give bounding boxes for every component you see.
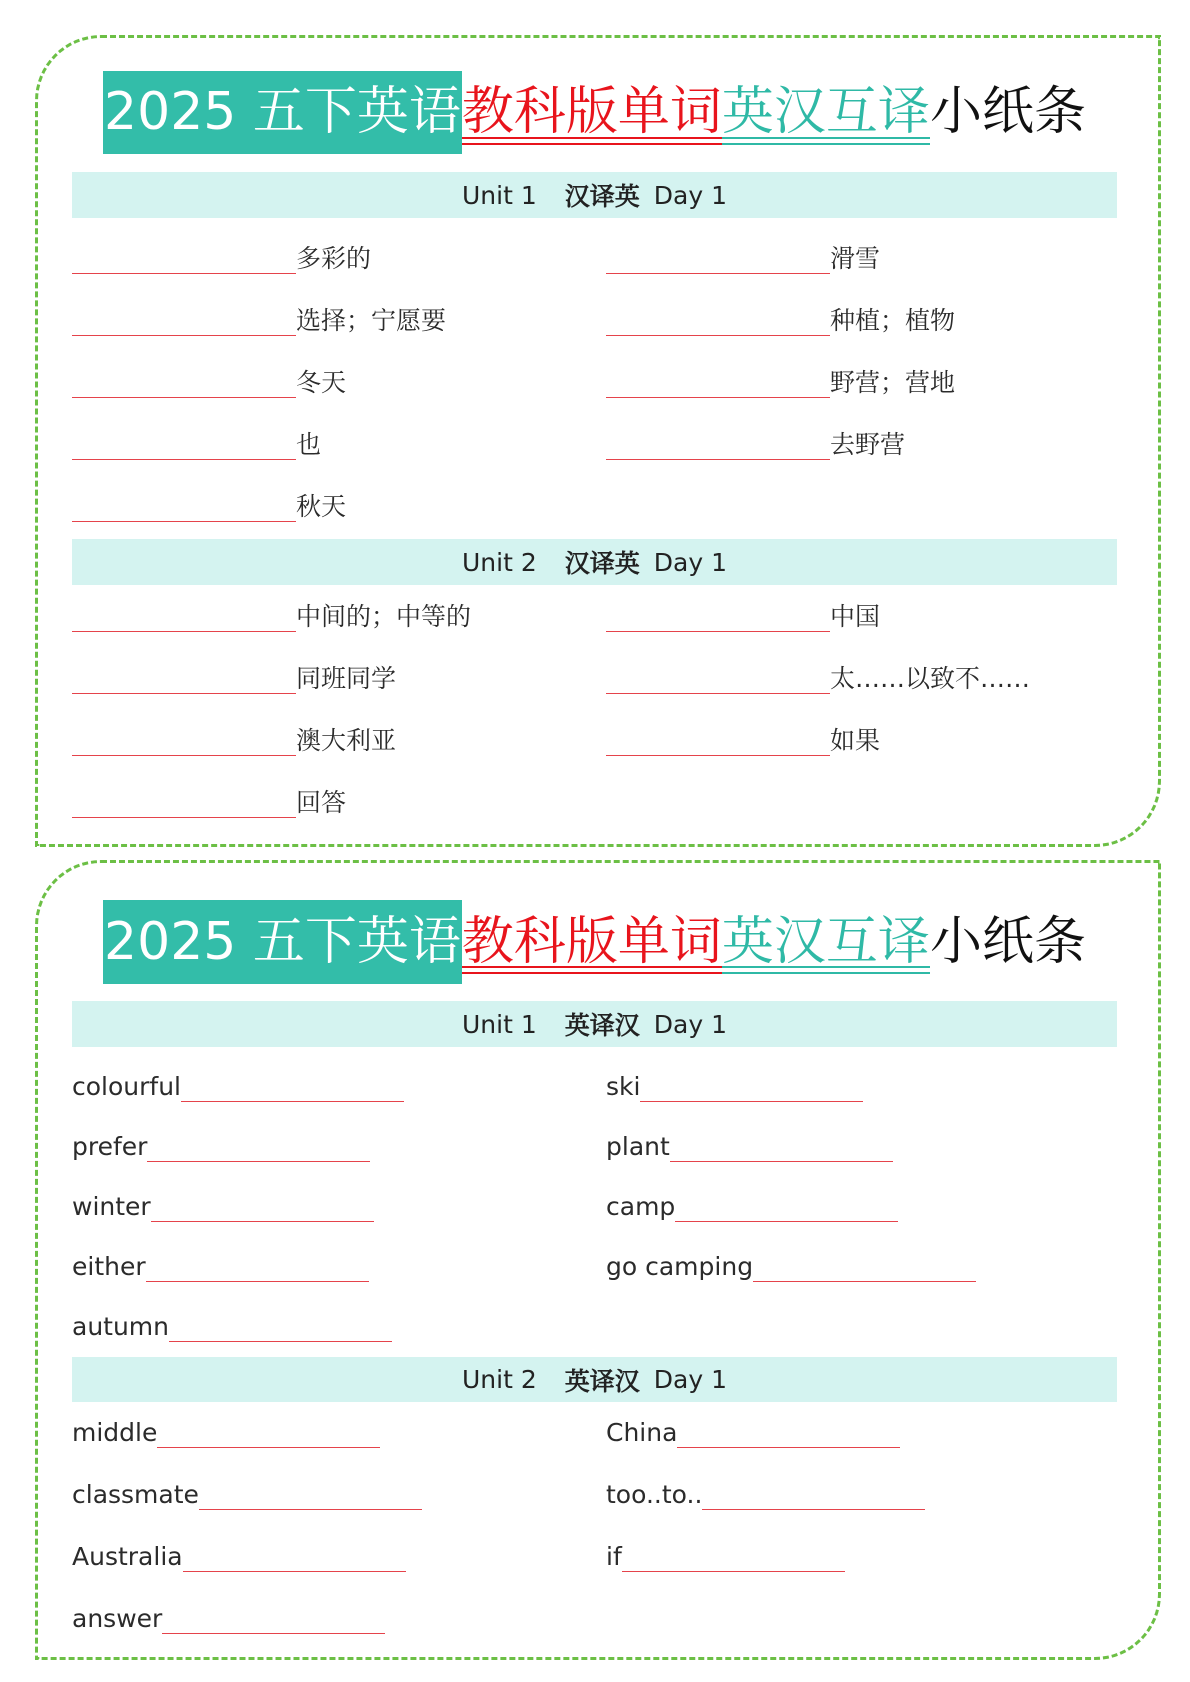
answer-blank — [753, 1281, 976, 1282]
answer-blank — [72, 273, 296, 274]
translation-item — [72, 1048, 606, 1108]
chinese-prompt: 多彩的 — [296, 244, 372, 273]
chinese-prompt: 滑雪 — [830, 244, 881, 273]
english-prompt: prefer — [72, 1132, 148, 1161]
english-prompt: camp — [606, 1192, 676, 1221]
english-prompt: answer — [72, 1604, 163, 1633]
translation-item — [606, 1048, 1117, 1108]
mode-label: 汉译英 — [564, 549, 640, 578]
worksheet-title — [72, 71, 1117, 154]
translation-item — [72, 342, 606, 404]
english-prompt: Australia — [72, 1542, 183, 1571]
answer-blank — [157, 1447, 380, 1448]
english-prompt: ski — [606, 1072, 641, 1101]
title-year-grade: 2025 五下英语 — [103, 71, 462, 154]
translation-item — [72, 1578, 606, 1640]
translation-item — [72, 762, 606, 824]
translation-item — [72, 404, 606, 466]
answer-blank — [606, 335, 830, 336]
answer-blank — [640, 1101, 863, 1102]
english-prompt: colourful — [72, 1072, 181, 1101]
chinese-prompt: 澳大利亚 — [296, 726, 397, 755]
day-label: Day 1 — [653, 1365, 727, 1394]
worksheet-title — [72, 900, 1117, 984]
title-slip: 小纸条 — [929, 82, 1086, 142]
translation-item — [606, 1516, 1117, 1578]
chinese-prompt: 种植；植物 — [830, 306, 956, 335]
chinese-prompt: 回答 — [296, 788, 347, 817]
answer-blank — [147, 1161, 370, 1162]
worksheet-card-cn-to-en — [35, 35, 1161, 847]
translation-item — [606, 700, 1117, 762]
translation-item — [72, 466, 606, 528]
english-prompt: either — [72, 1252, 146, 1281]
answer-blank — [181, 1101, 404, 1102]
chinese-prompt: 秋天 — [296, 492, 347, 521]
chinese-prompt: 选择；宁愿要 — [296, 306, 447, 335]
mode-label: 汉译英 — [564, 182, 640, 211]
english-prompt: too..to.. — [606, 1480, 703, 1509]
answer-blank — [677, 1447, 900, 1448]
english-prompt: middle — [72, 1418, 158, 1447]
answer-blank — [606, 631, 830, 632]
chinese-prompt: 野营；营地 — [830, 368, 956, 397]
answer-blank — [72, 631, 296, 632]
answer-blank — [670, 1161, 893, 1162]
translation-item — [606, 1168, 1117, 1228]
translation-item — [72, 1288, 606, 1348]
translation-item — [606, 1454, 1117, 1516]
translation-item — [606, 1228, 1117, 1288]
translation-item — [606, 404, 1117, 466]
chinese-prompt: 太……以致不…… — [830, 664, 1031, 693]
answer-blank — [606, 397, 830, 398]
translation-item — [72, 1228, 606, 1288]
section-header-unit-2 — [72, 539, 1117, 585]
translation-item — [72, 218, 606, 280]
english-prompt: if — [606, 1542, 622, 1571]
title-translate: 英汉互译 — [722, 900, 930, 984]
answer-blank — [72, 335, 296, 336]
translation-item — [606, 280, 1117, 342]
english-prompt: classmate — [72, 1480, 199, 1509]
chinese-prompt: 冬天 — [296, 368, 347, 397]
word-list-unit-1 — [72, 1048, 1117, 1348]
title-edition-words: 教科版单词 — [462, 71, 722, 154]
answer-blank — [606, 273, 830, 274]
unit-label: Unit 1 — [462, 1009, 537, 1039]
answer-blank — [622, 1571, 845, 1572]
day-label: Day 1 — [653, 547, 727, 577]
chinese-prompt: 如果 — [830, 726, 881, 755]
section-header-unit-1 — [72, 1001, 1117, 1047]
english-prompt: winter — [72, 1192, 151, 1221]
title-slip: 小纸条 — [929, 912, 1086, 972]
unit-label: Unit 2 — [462, 547, 537, 577]
chinese-prompt: 同班同学 — [296, 664, 397, 693]
answer-blank — [606, 459, 830, 460]
translation-item — [606, 638, 1117, 700]
day-label: Day 1 — [653, 1009, 727, 1039]
section-header-unit-2 — [72, 1357, 1117, 1402]
translation-item — [72, 700, 606, 762]
answer-blank — [702, 1509, 925, 1510]
word-list-unit-1 — [72, 218, 1117, 528]
title-edition-words: 教科版单词 — [462, 900, 722, 984]
translation-item — [606, 342, 1117, 404]
answer-blank — [169, 1341, 392, 1342]
word-list-unit-2 — [72, 1392, 1117, 1640]
answer-blank — [199, 1509, 422, 1510]
english-prompt: China — [606, 1418, 678, 1447]
english-prompt: autumn — [72, 1312, 170, 1341]
chinese-prompt: 中国 — [830, 602, 881, 631]
answer-blank — [675, 1221, 898, 1222]
translation-item — [72, 576, 606, 638]
english-prompt: go camping — [606, 1252, 754, 1281]
section-header-unit-1 — [72, 172, 1117, 218]
translation-item — [606, 218, 1117, 280]
answer-blank — [72, 755, 296, 756]
mode-label: 英译汉 — [564, 1011, 640, 1040]
answer-blank — [606, 693, 830, 694]
chinese-prompt: 中间的；中等的 — [296, 602, 472, 631]
english-prompt: plant — [606, 1132, 670, 1161]
answer-blank — [72, 397, 296, 398]
answer-blank — [72, 817, 296, 818]
answer-blank — [606, 755, 830, 756]
answer-blank — [151, 1221, 374, 1222]
translation-item — [72, 1108, 606, 1168]
title-year-grade: 2025 五下英语 — [103, 900, 462, 984]
day-label: Day 1 — [653, 180, 727, 210]
chinese-prompt: 也 — [296, 430, 322, 459]
unit-label: Unit 1 — [462, 180, 537, 210]
translation-item — [606, 576, 1117, 638]
translation-item — [606, 1108, 1117, 1168]
title-translate: 英汉互译 — [722, 71, 930, 154]
answer-blank — [72, 521, 296, 522]
translation-item — [72, 1454, 606, 1516]
answer-blank — [183, 1571, 406, 1572]
translation-item — [72, 638, 606, 700]
unit-label: Unit 2 — [462, 1365, 537, 1394]
chinese-prompt: 去野营 — [830, 430, 906, 459]
answer-blank — [146, 1281, 369, 1282]
answer-blank — [72, 459, 296, 460]
translation-item — [72, 1516, 606, 1578]
mode-label: 英译汉 — [564, 1366, 640, 1396]
translation-item — [72, 1168, 606, 1228]
word-list-unit-2 — [72, 576, 1117, 824]
answer-blank — [72, 693, 296, 694]
answer-blank — [162, 1633, 385, 1634]
worksheet-card-en-to-cn — [35, 860, 1161, 1660]
translation-item — [72, 280, 606, 342]
